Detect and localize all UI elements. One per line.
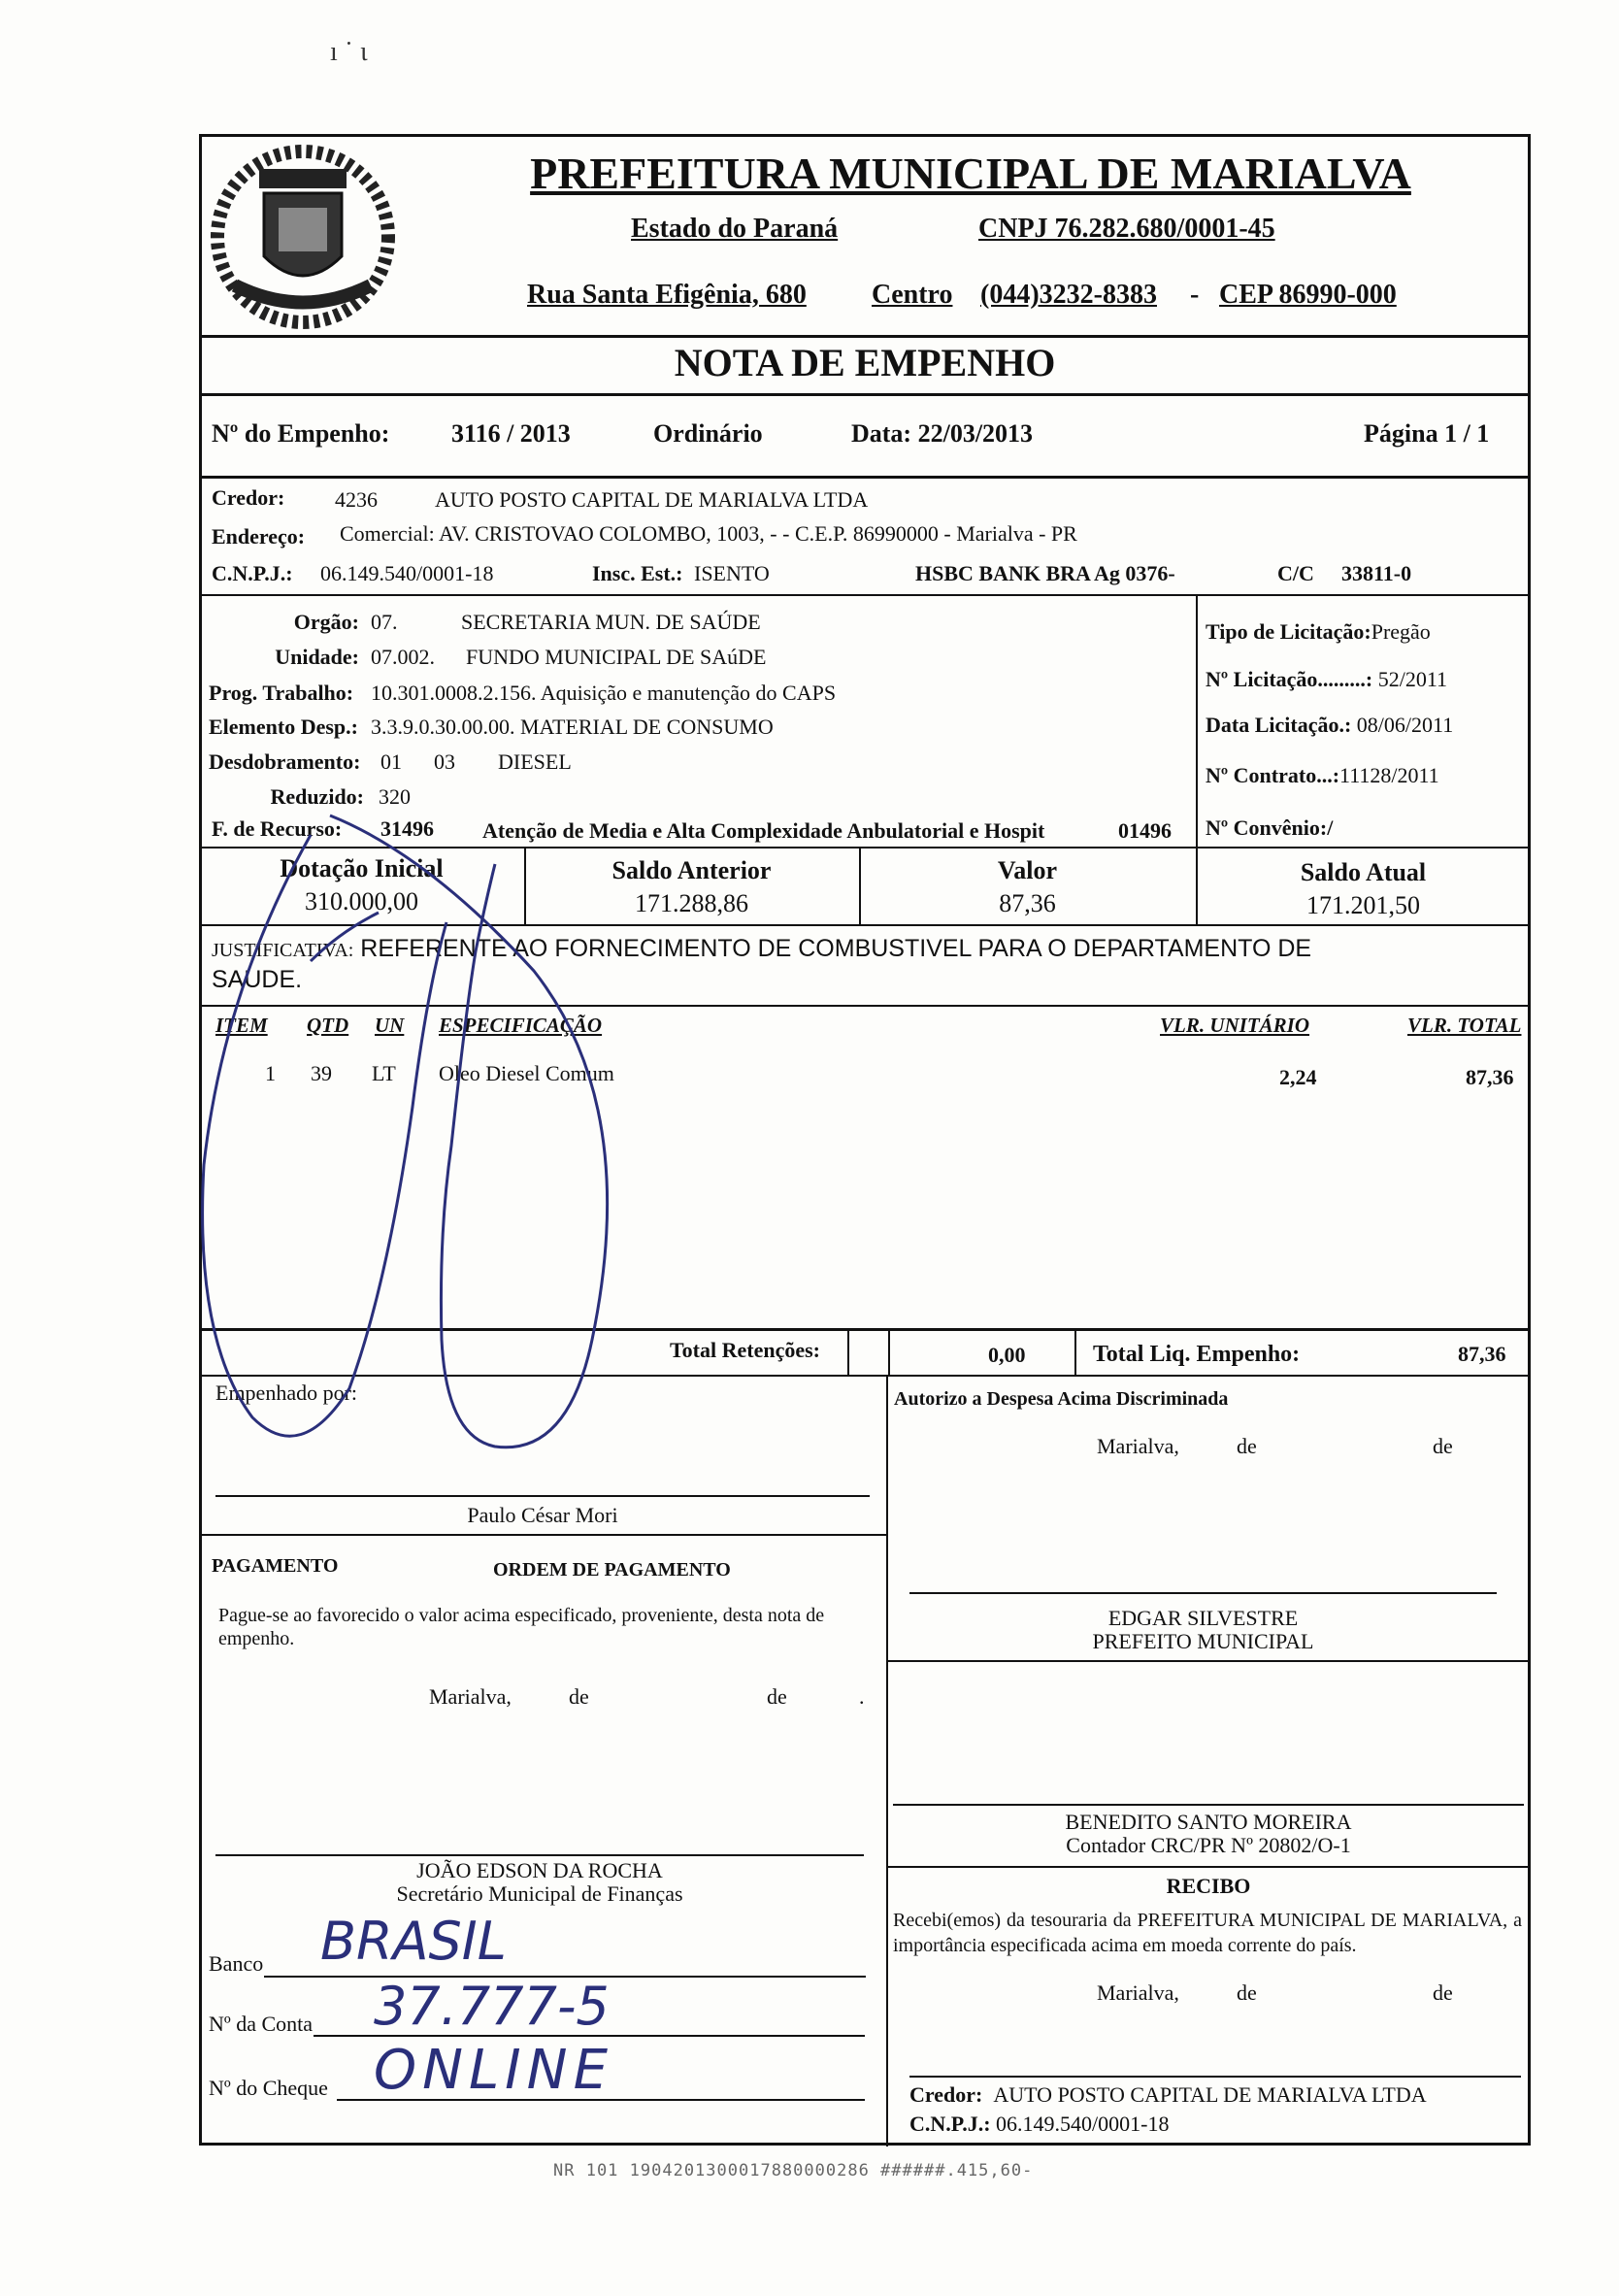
- scan-mark: ı ˙ ɩ: [330, 37, 368, 67]
- divider: [199, 476, 1531, 479]
- autorizo-signer: EDGAR SILVESTRE PREFEITO MUNICIPAL: [1092, 1606, 1314, 1653]
- saldo-atual-value: 171.201,50: [1306, 891, 1420, 919]
- col-total: VLR. TOTAL: [1407, 1014, 1522, 1037]
- item-espec: Oleo Diesel Comum: [439, 1061, 614, 1085]
- ordem-label: ORDEM DE PAGAMENTO: [493, 1559, 731, 1581]
- header-cnpj: CNPJ 76.282.680/0001-45: [978, 214, 1275, 244]
- credor-name: AUTO POSTO CAPITAL DE MARIALVA LTDA: [435, 487, 869, 512]
- credor-address: Comercial: AV. CRISTOVAO COLOMBO, 1003, - - C.E.P. 86990000 - Marialva - PR: [340, 521, 1077, 546]
- prog-value: 10.301.0008.2.156. Aquisição e manutenção do CAPS: [371, 681, 837, 705]
- doc-title: NOTA DE EMPENHO: [674, 341, 1056, 384]
- recurso-value: 31496: [380, 816, 434, 841]
- credor-bank: HSBC BANK BRA Ag 0376-: [915, 561, 1175, 585]
- liq-value: 87,36: [1458, 1342, 1506, 1366]
- desdob-value: 01 03 DIESEL: [380, 749, 572, 774]
- orgao-name: SECRETARIA MUN. DE SAÚDE: [461, 610, 761, 634]
- col-un: UN: [375, 1014, 405, 1037]
- reduzido-value: 320: [379, 784, 411, 809]
- credor-insc: ISENTO: [694, 561, 770, 585]
- orgao-code: 07.: [371, 610, 398, 634]
- unidade-name: FUNDO MUNICIPAL DE SAúDE: [466, 645, 767, 669]
- dotacao-label: Dotação Inicial: [280, 854, 444, 882]
- liq-label: Total Liq. Empenho:: [1093, 1342, 1301, 1367]
- handwritten-signature: [184, 796, 650, 1476]
- divider: [199, 335, 1531, 338]
- divider: [1196, 847, 1198, 924]
- licitacao-data: Data Licitação.: 08/06/2011: [1206, 713, 1454, 737]
- recibo-label: RECIBO: [1166, 1874, 1251, 1898]
- authentication-stamp: NR 101 1904201300017880000286 ######.415,60-: [553, 2161, 1034, 2180]
- retencoes-label: Total Retenções:: [670, 1338, 820, 1362]
- col-unit: VLR. UNITÁRIO: [1160, 1014, 1310, 1037]
- item-total: 87,36: [1466, 1065, 1514, 1089]
- divider: [886, 1866, 1531, 1868]
- header-state: Estado do Paraná: [631, 214, 839, 244]
- recibo-cnpj: C.N.P.J.: 06.149.540/0001-18: [909, 2112, 1170, 2136]
- divider: [888, 1328, 890, 1375]
- licitacao-tipo: Tipo de Licitação:Pregão: [1206, 619, 1431, 644]
- cnpj-label: C.N.P.J.:: [212, 561, 293, 585]
- recurso-desc: Atenção de Media e Alta Complexidade Anbulatorial e Hospit: [482, 818, 1045, 843]
- signature-line: [893, 1804, 1524, 1806]
- credor-cnpj: 06.149.540/0001-18: [320, 561, 494, 585]
- contador: BENEDITO SANTO MOREIRA Contador CRC/PR Nº 20802/O-1: [1065, 1810, 1352, 1857]
- insc-label: Insc. Est.:: [592, 561, 683, 585]
- saldo-anterior-label: Saldo Anterior: [611, 856, 772, 884]
- cheque-value: ONLINE: [374, 2039, 613, 2102]
- recibo-place: Marialva,: [1097, 1980, 1179, 2005]
- empenhado-name: Paulo César Mori: [467, 1503, 618, 1527]
- orgao-label: Orgão:: [293, 610, 359, 634]
- licitacao-convenio: Nº Convênio:/: [1206, 815, 1334, 840]
- col-item: ITEM: [215, 1014, 268, 1037]
- banco-label: Banco: [209, 1951, 264, 1976]
- empenhado-label: Empenhado por:: [215, 1381, 358, 1405]
- divider: [886, 1375, 888, 2146]
- divider: [859, 847, 861, 924]
- col-qtd: QTD: [307, 1014, 349, 1037]
- recibo-text: Recebi(emos) da tesouraria da PREFEITURA MUNICIPAL DE MARIALVA, a importância especificada acima em moeda corrente do país.: [893, 1910, 1522, 1956]
- signature-line: [215, 1854, 864, 1856]
- elemento-label: Elemento Desp.:: [209, 715, 358, 739]
- autorizo-de1: de: [1237, 1434, 1257, 1458]
- cheque-label: Nº do Cheque: [209, 2076, 328, 2100]
- crest-logo: [206, 140, 400, 334]
- desdob-label: Desdobramento:: [209, 749, 361, 774]
- pagamento-de2: de: [767, 1684, 787, 1709]
- pagamento-label: PAGAMENTO: [212, 1555, 339, 1577]
- conta-label: Nº da Conta: [209, 2012, 314, 2036]
- item-number: 1: [265, 1061, 276, 1085]
- cc-label: C/C: [1277, 561, 1314, 585]
- elemento-value: 3.3.9.0.30.00.00. MATERIAL DE CONSUMO: [371, 715, 774, 739]
- recurso-label: F. de Recurso:: [212, 816, 343, 841]
- licitacao-contrato: Nº Contrato...:11128/2011: [1206, 763, 1439, 787]
- divider: [199, 393, 1531, 396]
- divider: [886, 1660, 1531, 1662]
- pagamento-place: Marialva,: [429, 1684, 512, 1709]
- saldo-anterior-value: 171.288,86: [635, 889, 748, 917]
- empenho-type: Ordinário: [653, 419, 763, 448]
- signature-line: [215, 1495, 870, 1497]
- divider: [199, 594, 1531, 596]
- empenho-date: Data: 22/03/2013: [851, 419, 1034, 448]
- divider: [1196, 594, 1198, 847]
- credor-label: Credor:: [212, 485, 285, 510]
- empenho-number: 3116 / 2013: [451, 419, 571, 448]
- pagamento-dot: .: [859, 1684, 865, 1709]
- recibo-de2: de: [1433, 1980, 1453, 2005]
- header-phone: (044)3232-8383: [980, 280, 1157, 310]
- autorizo-place: Marialva,: [1097, 1434, 1179, 1458]
- recibo-credor: Credor: AUTO POSTO CAPITAL DE MARIALVA LTDA: [909, 2082, 1427, 2107]
- reduzido-label: Reduzido:: [270, 784, 364, 809]
- header-title: PREFEITURA MUNICIPAL DE MARIALVA: [530, 149, 1411, 198]
- pagamento-signer: JOÃO EDSON DA ROCHA Secretário Municipal de Finanças: [396, 1858, 683, 1906]
- header-cep: CEP 86990-000: [1219, 280, 1397, 310]
- item-qtd: 39: [311, 1061, 332, 1085]
- valor-value: 87,36: [999, 889, 1056, 917]
- recurso-code: 01496: [1118, 818, 1172, 843]
- header-district: Centro: [872, 280, 953, 310]
- signature-line: [909, 2076, 1521, 2078]
- autorizo-de2: de: [1433, 1434, 1453, 1458]
- recibo-de1: de: [1237, 1980, 1257, 2005]
- col-espec: ESPECIFICAÇÃO: [439, 1014, 603, 1037]
- empenho-page: Página 1 / 1: [1364, 419, 1490, 448]
- prog-label: Prog. Trabalho:: [209, 681, 354, 705]
- valor-label: Valor: [997, 856, 1058, 884]
- item-un: LT: [372, 1061, 396, 1085]
- licitacao-numero: Nº Licitação.........: 52/2011: [1206, 667, 1448, 691]
- credor-code: 4236: [335, 487, 378, 512]
- divider: [199, 1534, 886, 1536]
- autorizo-label: Autorizo a Despesa Acima Discriminada: [894, 1388, 1229, 1410]
- item-unit: 2,24: [1279, 1065, 1317, 1089]
- pagamento-text: Pague-se ao favorecido o valor acima especificado, proveniente, desta nota de empenho.: [218, 1605, 825, 1649]
- empenho-label: Nº do Empenho:: [212, 419, 390, 448]
- saldo-atual-label: Saldo Atual: [1300, 858, 1427, 886]
- conta-value: 37.777-5: [374, 1976, 610, 2037]
- header-street: Rua Santa Efigênia, 680: [527, 280, 807, 310]
- divider: [847, 1328, 849, 1375]
- credor-cc: 33811-0: [1341, 561, 1412, 585]
- signature-line: [909, 1592, 1497, 1594]
- header-separator: -: [1190, 280, 1200, 310]
- retencoes-value: 0,00: [988, 1343, 1026, 1367]
- justificativa: JUSTIFICATIVA: REFERENTE AO FORNECIMENTO DE COMBUSTIVEL PARA O DEPARTAMENTO DE SAUDE.: [212, 935, 1312, 993]
- dotacao-value: 310.000,00: [305, 887, 418, 915]
- banco-value: BRASIL: [320, 1911, 507, 1972]
- address-label: Endereço:: [212, 524, 306, 549]
- unidade-code: 07.002.: [371, 645, 435, 669]
- unidade-label: Unidade:: [275, 645, 359, 669]
- divider: [1074, 1328, 1076, 1375]
- pagamento-de1: de: [569, 1684, 589, 1709]
